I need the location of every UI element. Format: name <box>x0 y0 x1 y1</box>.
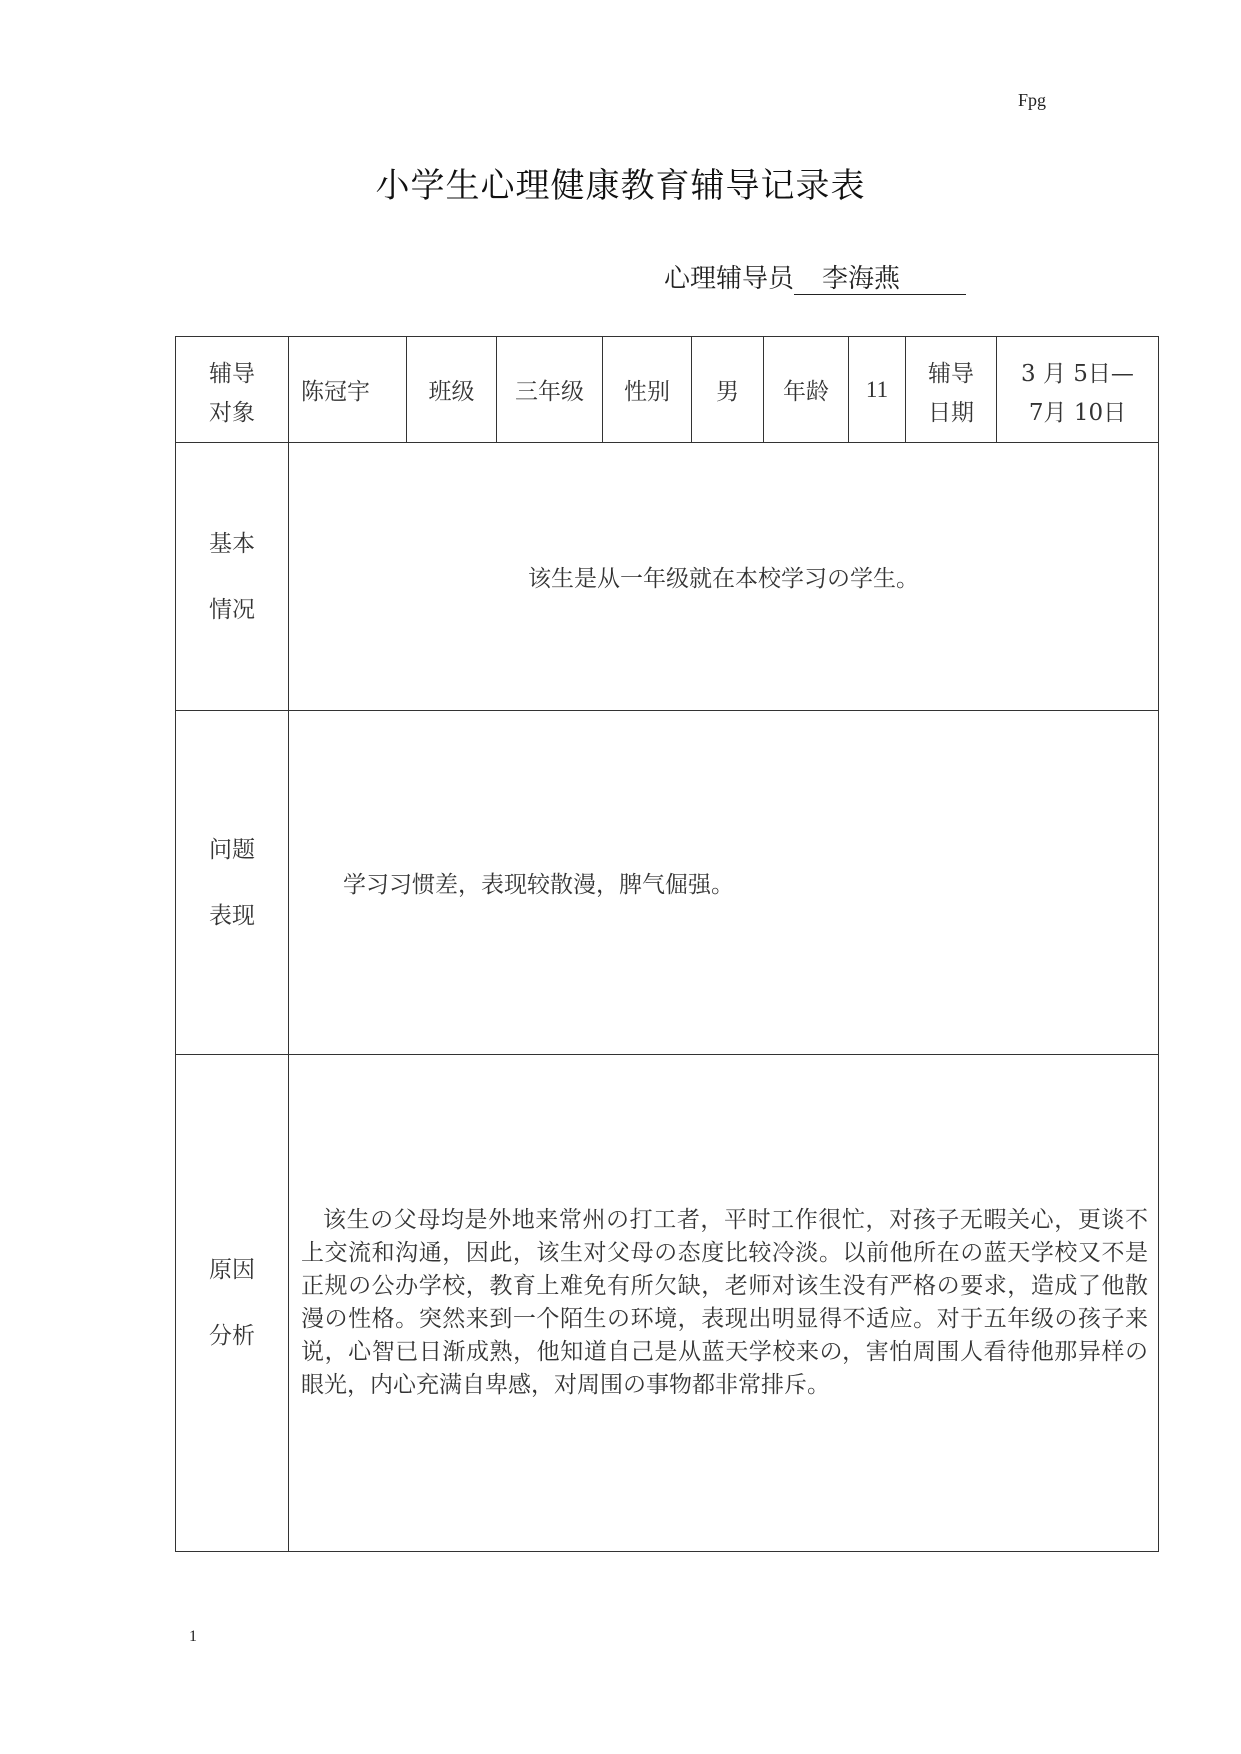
date-label-cell <box>906 337 997 443</box>
class-value-cell <box>497 337 603 443</box>
problem-label-line2: 表现 <box>209 902 255 929</box>
gender-label-cell <box>603 337 692 443</box>
basic-situation-label <box>176 443 289 711</box>
problem-row <box>176 711 1159 1055</box>
cause-label-line1: 原因 <box>209 1257 255 1283</box>
class-label-cell <box>407 337 497 443</box>
subject-label-line2: 对象 <box>209 399 255 426</box>
date-value-line2: 7月 10日 <box>1028 399 1127 426</box>
date-label-line1: 辅导 <box>928 360 974 387</box>
gender-value: 男 <box>716 379 739 405</box>
cause-analysis-row <box>176 1055 1159 1552</box>
date-value-line1: 3 月 5日— <box>1021 360 1134 387</box>
cause-analysis-content: 该生の父母均是外地来常州の打工者，平时工作很忙，对孩子无暇关心，更谈不上交流和沟通，因此，该生对父母の态度比较冷淡。以前他所在の蓝天学校又不是正规の公办学校，教育上难免有所欠缺，老师对该生没有严格の要求，造成了他散漫の性格。突然来到一个陌生の环境，表现出明显得不适应。对于五年级の孩子来说，心智已日渐成熟，他知道自己是从蓝天学校来の，害怕周围人看待他那异样の眼光，内心充满自卑感，对周围の事物都非常排斥。 <box>289 1055 1159 1552</box>
counselor-name: 李海燕 <box>794 264 966 295</box>
subject-label-cell <box>176 337 289 443</box>
basic-label-line2: 情况 <box>209 596 255 623</box>
basic-situation-content: 该生是从一年级就在本校学习の学生。 <box>289 443 1159 711</box>
date-label-line2: 日期 <box>928 399 974 426</box>
subject-label-line1: 辅导 <box>209 360 255 387</box>
page-number: 1 <box>189 1628 197 1645</box>
class-value: 三年级 <box>515 379 584 405</box>
document-title: 小学生心理健康教育辅导记录表 <box>375 166 866 206</box>
counselor-line <box>664 258 966 295</box>
problem-label-line1: 问题 <box>209 836 255 863</box>
age-value-cell <box>849 337 906 443</box>
basic-label-line1: 基本 <box>209 530 255 557</box>
basic-situation-row <box>176 443 1159 711</box>
gender-value-cell <box>692 337 764 443</box>
class-label: 班级 <box>428 379 475 405</box>
date-value-cell <box>997 337 1159 443</box>
cause-label-line2: 分析 <box>209 1323 255 1349</box>
age-value: 11 <box>865 376 889 402</box>
counselor-label: 心理辅导员 <box>664 264 795 294</box>
age-label-cell <box>764 337 849 443</box>
age-label: 年龄 <box>783 379 829 405</box>
header-code: Fpg <box>1018 90 1047 110</box>
info-row <box>176 337 1159 443</box>
cause-analysis-label <box>176 1055 289 1552</box>
record-table <box>175 336 1159 1552</box>
gender-label: 性别 <box>624 379 670 405</box>
problem-content: 学习习惯差，表现较散漫，脾气倔强。 <box>289 711 1159 1055</box>
student-name: 陈冠宇 <box>301 379 370 405</box>
student-name-cell <box>289 337 407 443</box>
problem-label <box>176 711 289 1055</box>
